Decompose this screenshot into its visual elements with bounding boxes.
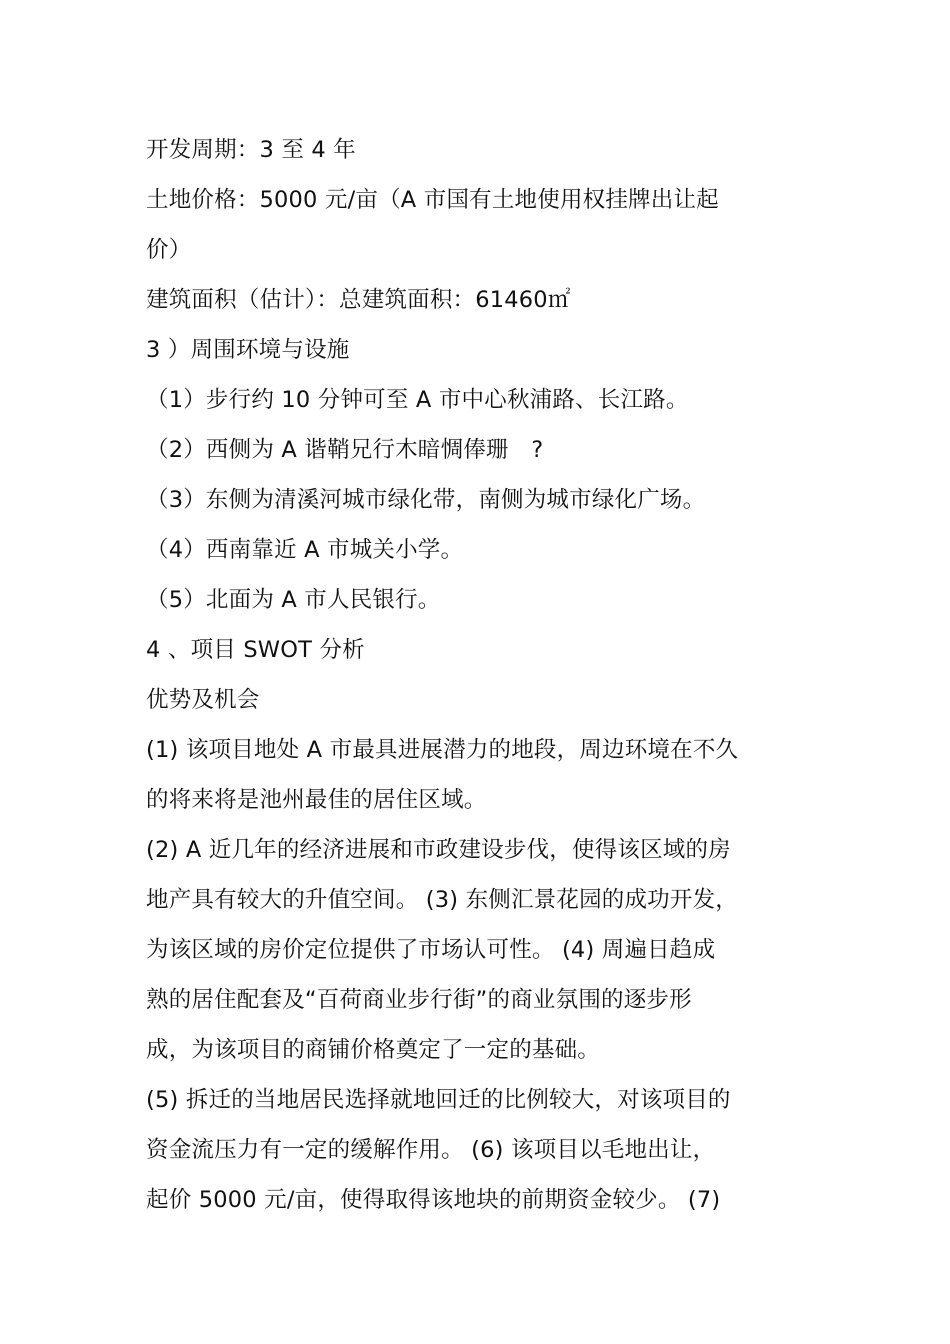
section-heading-surroundings: 3 ）周围环境与设施 bbox=[146, 337, 350, 363]
surroundings-item-1: （1）步行约 10 分钟可至 A 市中心秋浦路、长江路。 bbox=[146, 387, 689, 413]
paragraph-line: 熟的居住配套及“百荷商业步行街”的商业氛围的逐步形 bbox=[146, 987, 692, 1013]
paragraph-line: 起价 5000 元/亩，使得取得该地块的前期资金较少。 (7) bbox=[146, 1187, 721, 1213]
paragraph-line: 资金流压力有一定的缓解作用。 (6) 该项目以毛地出让， bbox=[146, 1137, 716, 1163]
paragraph-line: 为该区域的房价定位提供了市场认可性。 (4) 周遍日趋成 bbox=[146, 937, 716, 963]
surroundings-item-2: （2）西侧为 A 谐鞘兄行木暗惆俸珊 ? bbox=[146, 437, 544, 463]
paragraph-line: (1) 该项目地处 A 市最具进展潜力的地段，周边环境在不久 bbox=[146, 737, 739, 763]
paragraph-line: (2) A 近几年的经济进展和市政建设步伐，使得该区域的房 bbox=[146, 837, 731, 863]
paragraph-line: 地产具有较大的升值空间。 (3) 东侧汇景花园的成功开发， bbox=[146, 887, 738, 913]
surroundings-item-4: （4）西南靠近 A 市城关小学。 bbox=[146, 537, 464, 563]
land-price-line: 土地价格：5000 元/亩（A 市国有土地使用权挂牌出让起 bbox=[146, 187, 719, 213]
surroundings-item-5: （5）北面为 A 市人民银行。 bbox=[146, 587, 441, 613]
subheading-strengths-opportunities: 优势及机会 bbox=[146, 687, 260, 713]
surroundings-item-3: （3）东侧为清溪河城市绿化带，南侧为城市绿化广场。 bbox=[146, 487, 706, 513]
building-area-line: 建筑面积（估计）：总建筑面积：61460㎡ bbox=[146, 287, 571, 313]
land-price-line-continued: 价） bbox=[146, 237, 192, 263]
paragraph-line: 成，为该项目的商铺价格奠定了一定的基础。 bbox=[146, 1037, 601, 1063]
paragraph-line: 的将来将是池州最佳的居住区域。 bbox=[146, 787, 487, 813]
section-heading-swot: 4 、项目 SWOT 分析 bbox=[146, 637, 365, 663]
development-period-line: 开发周期：3 至 4 年 bbox=[146, 137, 356, 163]
paragraph-line: (5) 拆迁的当地居民选择就地回迁的比例较大，对该项目的 bbox=[146, 1087, 731, 1113]
